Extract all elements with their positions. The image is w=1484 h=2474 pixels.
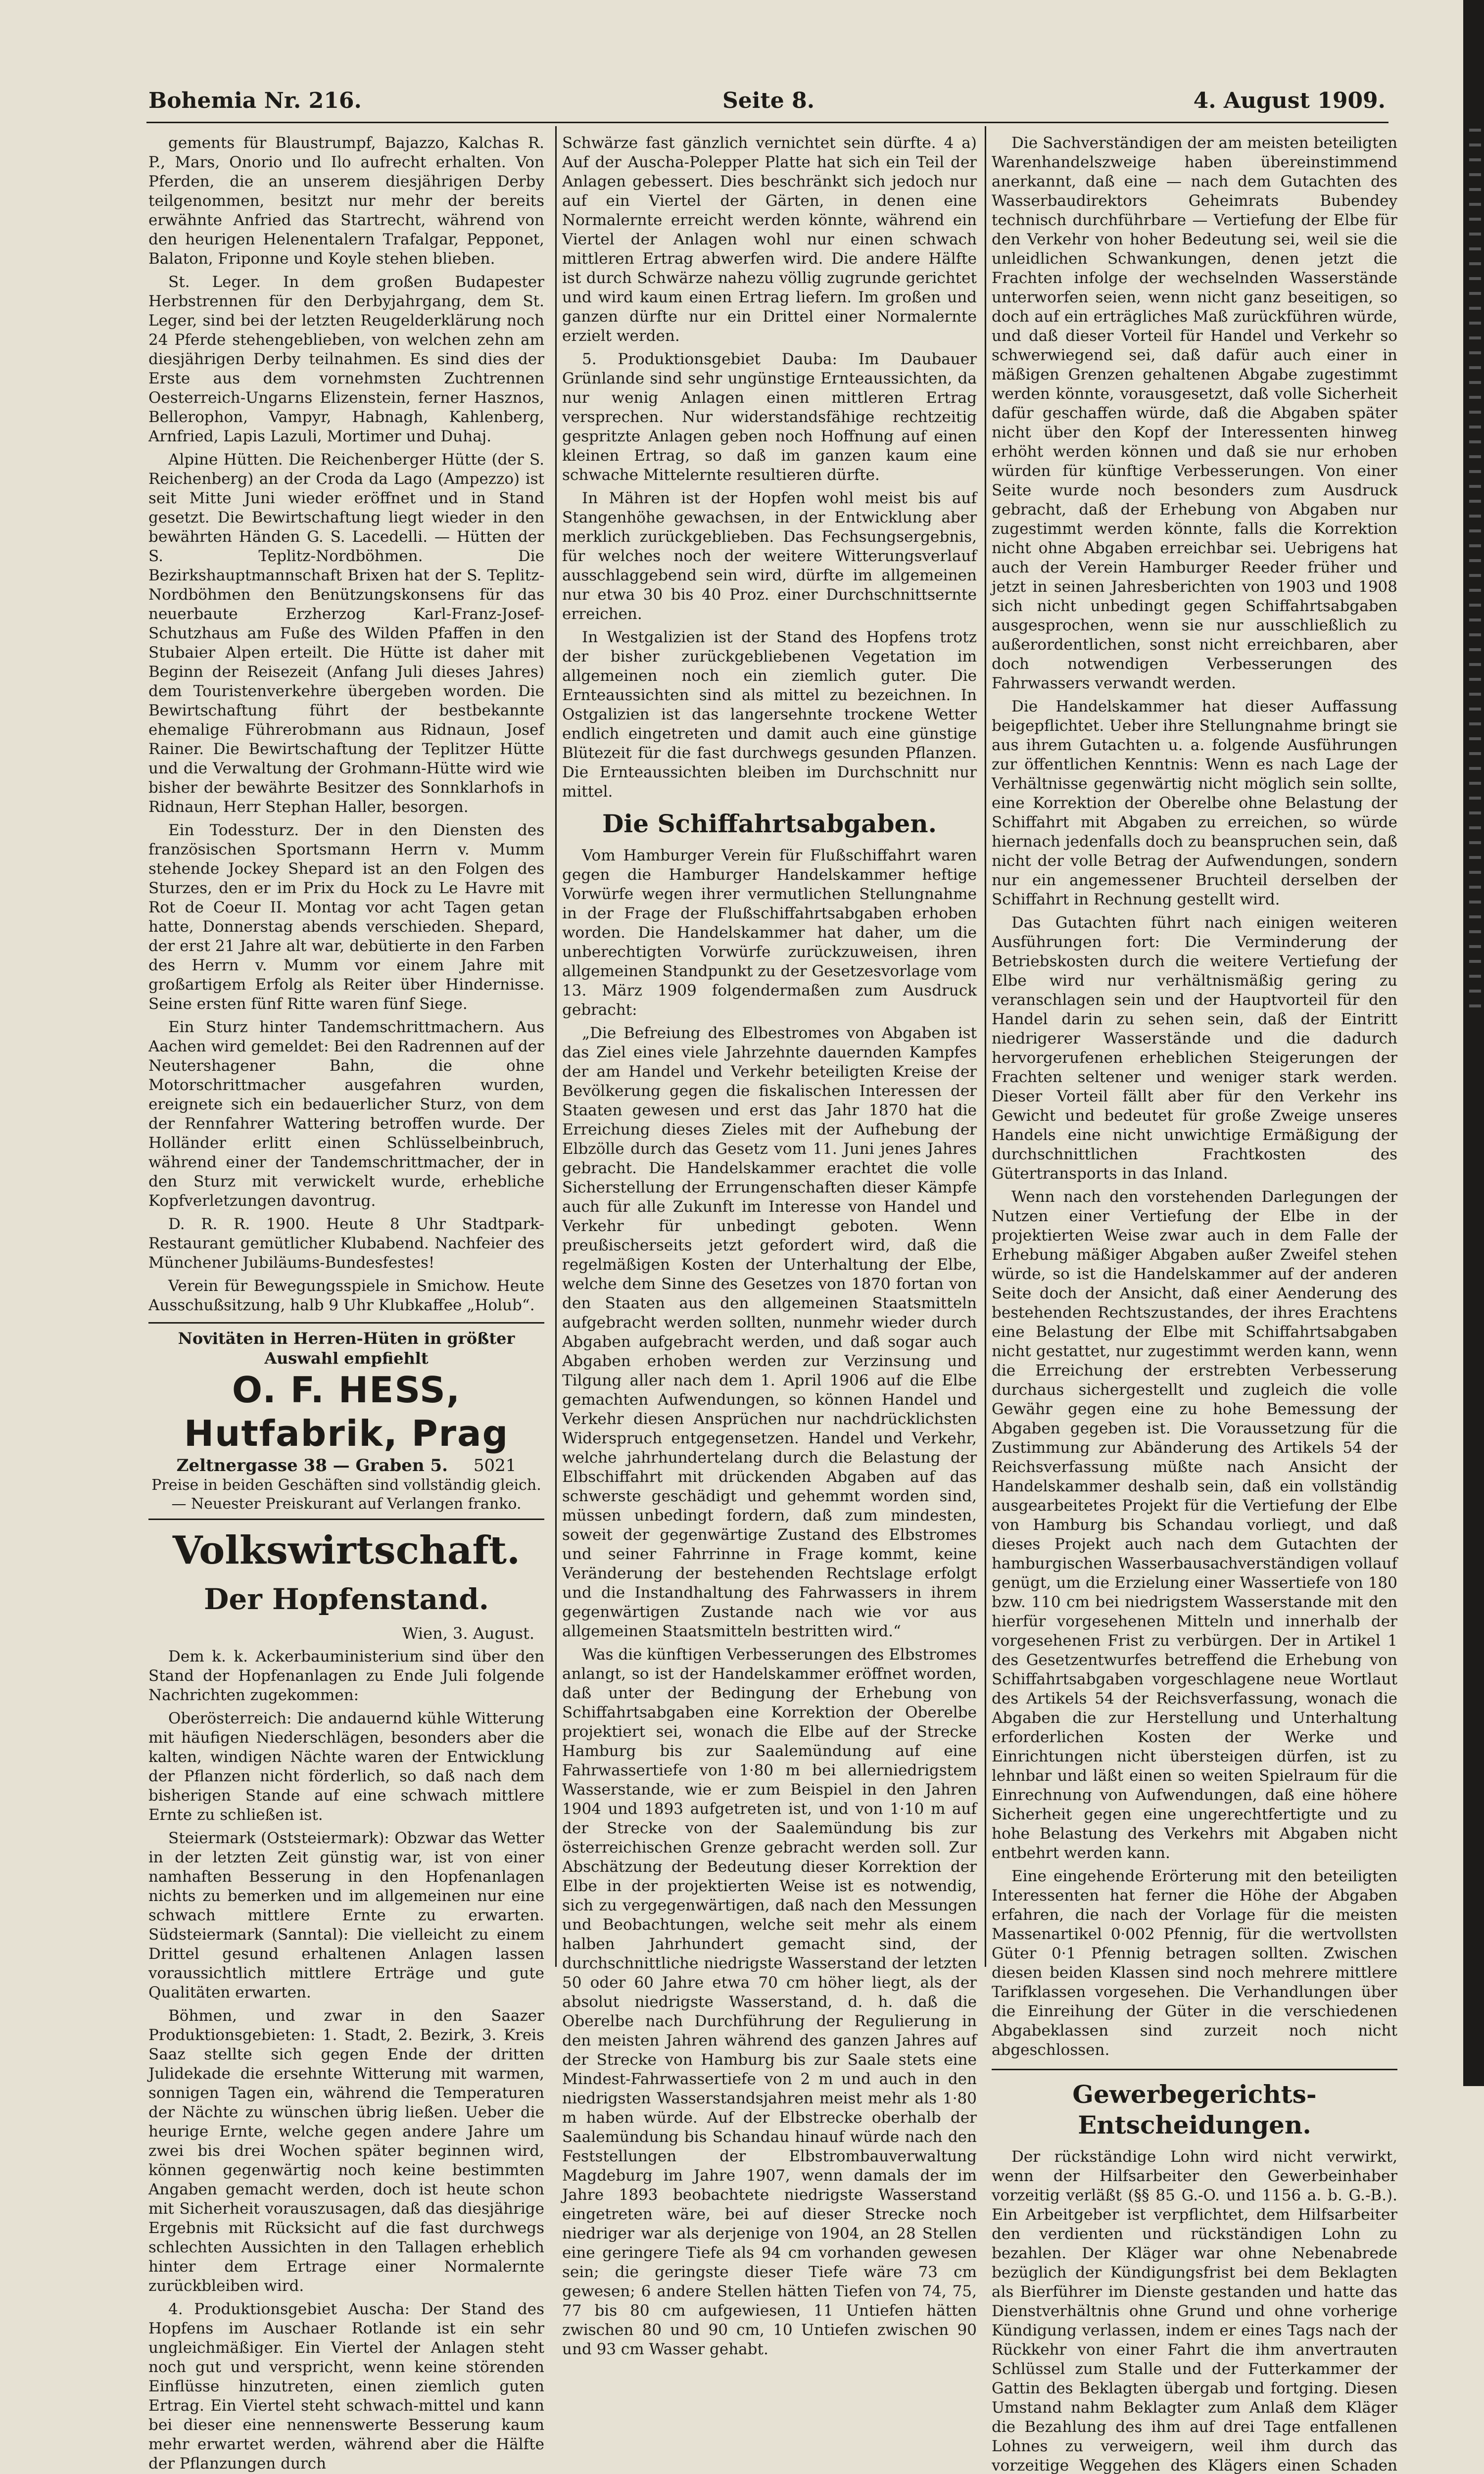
- paragraph: In Westgalizien ist der Stand des Hopfens trotz der bisher zurückgebliebenen Vegetation im allgemeinen noch ein ziemlich guter. Die Ernteaussichten sind als mittel zu bezeichnen. In Ostgalizien ist das langersehnte trockene Wetter endlich eingetreten und damit auch eine günstige Blütezeit für die fast durchwegs gesunden Pflanzen. Die Ernteaussichten bleiben im Durchschnitt nur mittel.: [562, 628, 977, 801]
- paragraph: Das Gutachten führt nach einigen weiteren Ausführungen fort: Die Verminderung der Betriebskosten durch die weitere Vertiefung der Elbe wird nur verhältnismäßig gering zu veranschlagen sein und der Hauptvorteil für den Handel darin zu sehen sein, daß der Eintritt niedrigerer Wasserstände und die dadurch hervorgerufenen erheblichen Steigerungen der Frachten seltener und weniger stark werden. Dieser Vorteil fällt aber für den Verkehr ins Gewicht und bedeutet für große Zweige unseres Handels eine nicht unwichtige Ermäßigung der durchschnittlichen Frachtkosten des Gütertransports in das Inland.: [992, 914, 1397, 1183]
- column-rule-1: [555, 126, 557, 1967]
- paragraph: „Die Befreiung des Elbestromes von Abgaben ist das Ziel eines viele Jahrzehnte dauernden Kampfes der am Handel und Verkehr beteiligten Kreise der Bevölkerung gegen die fiskalischen Interessen der Staaten gewesen und erst das Jahr 1870 hat die Erreichung dieses Zieles mit der Aufhebung der Elbzölle durch das Gesetz vom 11. Juni jenes Jahres gebracht. Die Handelskammer erachtet die volle Sicherstellung der Errungenschaften dieser Kämpfe auch für alle Zukunft im Interesse von Handel und Verkehr für unbedingt geboten. Wenn preußischerseits jetzt gefordert wird, daß die regelmäßigen Kosten der Unterhaltung der Elbe, welche dem Sinne des Gesetzes von 1870 fortan von den Staaten aus den allgemeinen Staatsmitteln aufgebracht werden sollten, nunmehr wieder durch Abgaben aufgebracht werden, und daß sogar auch Abgaben erhoben werden zur Verzinsung und Tilgung aller nach dem 1. April 1906 auf die Elbe gemachten Aufwendungen, so können Handel und Verkehr diesen Ansprüchen nur nachdrücklichsten Widerspruch entgegensetzen. Handel und Verkehr, welche jahrhundertelang durch die Belastung der Elbschiffahrt mit drückenden Abgaben auf das schwerste geschädigt und gehemmt worden sind, müssen unbedingt fordern, daß zum mindesten, soweit der gegenwärtige Zustand des Elbstromes und seiner Fahrrinne in Frage kommt, keine Veränderung der bestehenden Rechtslage erfolgt und die Instandhaltung des Fahrwassers in ihrem gegenwärtigen Zustande nach wie vor aus allgemeinen Staatsmitteln bestritten wird.“: [562, 1024, 977, 1640]
- ad-address-text: Zeltnergasse 38 — Graben 5.: [176, 1456, 448, 1475]
- section-title: Volkswirtschaft.: [172, 1528, 521, 1573]
- paragraph: Der rückständige Lohn wird nicht verwirkt, wenn der Hilfsarbeiter den Gewerbeinhaber vorzeitig verläßt (§§ 85 G.-O. und 1156 a. b. G.-B.). Ein Arbeitgeber ist verpflichtet, dem Hilfsarbeiter den verdienten und rückständigen Lohn zu bezahlen. Der Kläger war ohne Nebenabrede bezüglich der Kündigungsfrist bei dem Beklagten als Bierführer im Dienste gestanden und hatte das Dienstverhältnis ohne Grund und ohne vorherige Kündigung verlassen, indem er eines Tags nach der Rückkehr von einer Fahrt die ihm anvertrauten Schlüssel zum Stalle und der Futterkammer der Gattin des Beklagten übergab und fortging. Diesen Umstand nahm Beklagter zum Anlaß dem Kläger die Bezahlung des ihm auf drei Tage entfallenen Lohnes zu verweigern, weil ihm durch das vorzeitige Weggehen des Klägers einen Schaden: [992, 2148, 1397, 2474]
- paragraph: Steiermark (Oststeiermark): Obzwar das Wetter in der letzten Zeit günstig war, ist von einer namhaften Besserung in den Hopfenanlagen nichts zu bemerken und im allgemeinen nur eine schwach mittlere Ernte zu erwarten. Südsteiermark (Sanntal): Die vielleicht zu einem Drittel gesund erhaltenen Anlagen lassen voraussichtlich mittlere Erträge und gute Qualitäten erwarten.: [148, 1829, 544, 2001]
- paragraph: Schwärze fast gänzlich vernichtet sein dürfte. 4 a) Auf der Auscha-Polepper Platte hat sich ein Teil der Anlagen gebessert. Dies beschränkt sich jedoch nur auf ein Viertel der Gärten, in denen eine Normalernte erreicht werden könnte, während ein Viertel der Anlagen wohl nur einen schwach mittleren Ertrag abwerfen wird. Die andere Hälfte ist durch Schwärze nahezu völlig zugrunde gerichtet und wird kaum einen Ertrag liefern. Im großen und ganzen dürfte nur ein Drittel einer Normalernte erzielt werden.: [562, 134, 977, 345]
- paragraph: Eine eingehende Erörterung mit den beteiligten Interessenten hat ferner die Höhe der Abgaben erfahren, die nach der Vorlage für die meisten Massenartikel 0·002 Pfennig, für die wertvollsten Güter 0·1 Pfennig betragen sollten. Zwischen diesen beiden Klassen sind noch mehrere mittlere Tarifklassen vorgesehen. Die Verhandlungen über die Einreihung der Güter in die verschiedenen Abgabeklassen sind zurzeit noch nicht abgeschlossen.: [992, 1867, 1397, 2059]
- paragraph: Ein Sturz hinter Tandemschrittmachern. Aus Aachen wird gemeldet: Bei den Radrennen auf der Neutershagener Bahn, die ohne Motorschrittmacher ausgefahren wurden, ereignete sich ein bedauerlicher Sturz, von dem der Rennfahrer Wattering betroffen wurde. Der Holländer erlitt einen Schlüsselbeinbruch, während einer der Tandemschrittmacher, der in den Sturz mit verwickelt wurde, erhebliche Kopfverletzungen davontrug.: [148, 1018, 544, 1210]
- paragraph: Die Sachverständigen der am meisten beteiligten Warenhandelszweige haben übereinstimmend anerkannt, daß eine — nach dem Gutachten des Wasserbaudirektors Geheimrats Bubendey technisch durchführbare — Vertiefung der Elbe für den Verkehr von hoher Bedeutung sei, weil sie die unleidlichen Schwankungen, denen jetzt die Frachten infolge der wechselnden Wasserstände unterworfen seien, wenn nicht ganz beseitigen, so doch auf ein erträgliches Maß zurückführen würde, und daß dieser Vorteil für Handel und Verkehr so schwerwiegend sei, daß dafür auch einer in mäßigen Grenzen gehaltenen Abgabe zugestimmt werden könnte, vorausgesetzt, daß volle Sicherheit dafür geschaffen würde, daß die Abgaben später nicht über den Kopf der Interessenten hinweg erhöht werden können und daß sie nur erhoben würden für künftige Verbesserungen. Von einer Seite wurde noch besonders zum Ausdruck gebracht, daß der Erhebung von Abgaben nur zugestimmt werden könnte, falls die Korrektion nicht ohne Abgaben erreichbar sei. Uebrigens hat auch der Verein Hamburger Reeder früher und jetzt in seinen Jahresberichten von 1903 und 1908 sich nicht unbedingt gegen Schiffahrtsabgaben ausgesprochen, wenn sie nur ausschließlich zu außerordentlichen, sonst nicht erreichbaren, aber doch notwendigen Verbesserungen des Fahrwassers verwandt werden.: [992, 134, 1397, 692]
- paragraph: Was die künftigen Verbesserungen des Elbstromes anlangt, so ist der Handelskammer eröffnet worden, daß unter der Bedingung der Erhebung von Schiffahrtsabgaben eine Korrektion der Oberelbe projektiert sei, wonach die Elbe auf der Strecke Hamburg bis zur Saalemündung auf eine Fahrwassertiefe von 1·80 m bei allerniedrigstem Wasserstande, wie er zum Beispiel in den Jahren 1904 und 1893 aufgetreten ist, und von 1·10 m auf der Strecke von der Saalemündung bis zur österreichischen Grenze gebracht werden soll. Zur Abschätzung der Bedeutung dieser Korrektion der Elbe in der projektierten Weise ist es notwendig, sich zu vergegenwärtigen, daß nach den Messungen und Beobachtungen, welche seit mehr als einem halben Jahrhundert gemacht sind, der durchschnittliche niedrigste Wasserstand der letzten 50 oder 60 Jahre etwa 70 cm höher liegt, als der absolut niedrigste Wasserstand, d. h. daß die Oberelbe nach Durchführung der Regulierung in den meisten Jahren während des ganzen Jahres auf der Strecke von Hamburg bis zur Saale stets eine Mindest-Fahrwassertiefe von 2 m und auch in den niedrigsten Wasserstandsjahren meist mehr als 1·80 m haben würde. Auf der Elbstrecke oberhalb der Saalemündung bis Schandau hinauf würde nach den Feststellungen der Elbstrombauverwaltung Magdeburg im Jahre 1907, wenn damals der im Jahre 1893 beobachtete niedrigste Wasserstand eingetreten wäre, bei auf dieser Strecke noch niedriger war als derjenige von 1904, an 28 Stellen eine geringere Tiefe als 94 cm vorhanden gewesen sein; die geringste dieser Tiefe wäre 73 cm gewesen; 6 andere Stellen hätten Tiefen von 74, 75, 77 bis 80 cm aufgewiesen, 11 Untiefen hätten zwischen 80 und 90 cm, 10 Untiefen zwischen 90 und 93 cm Wasser gehabt.: [562, 1646, 977, 2358]
- advertisement: [148, 1322, 544, 1520]
- paragraph: 5. Produktionsgebiet Dauba: Im Daubauer Grünlande sind sehr ungünstige Ernteaussichten, da nur wenig Anlagen einen mittleren Ertrag versprechen. Nur widerstandsfähige rechtzeitig gespritzte Anlagen geben noch Hoffnung auf einen kleinen Ertrag, so daß im ganzen kaum eine schwache Mittelernte resultieren dürfte.: [562, 350, 977, 484]
- ad-firm-name: O. F. HESS, Hutfabrik, Prag: [184, 1369, 509, 1454]
- page-edge: [1463, 0, 1484, 2086]
- paragraph: Vom Hamburger Verein für Flußschiffahrt waren gegen die Hamburger Handelskammer heftige Vorwürfe wegen ihrer vermutlichen Stellungnahme in der Frage der Flußschiffahrtsabgaben erhoben worden. Die Handelskammer hat daher, um die unberechtigten Vorwürfe zurückzuweisen, ihren allgemeinen Standpunkt zu der Gesetzesvorlage vom 13. März 1909 folgendermaßen zum Ausdruck gebracht:: [562, 847, 977, 1019]
- ad-reference: 5021: [473, 1456, 517, 1475]
- edge-strip: [1469, 129, 1481, 1019]
- paragraph: Verein für Bewegungsspiele in Smichow. Heute Ausschußsitzung, halb 9 Uhr Klubkaffee „Holub“.: [148, 1277, 544, 1314]
- page-header: [148, 88, 1386, 118]
- header-date: 4. August 1909.: [1193, 88, 1386, 113]
- column-3: [992, 134, 1397, 2474]
- ad-headline: Novitäten in Herren-Hüten in größter Auswahl empfiehlt: [178, 1329, 515, 1368]
- header-rule: [146, 122, 1388, 123]
- paragraph: Die Handelskammer hat dieser Auffassung beigepflichtet. Ueber ihre Stellungnahme bringt sie aus ihrem Gutachten u. a. folgende Ausführungen zur öffentlichen Kenntnis: Wenn es nach Lage der Verhältnisse gegenwärtig nicht möglich sein sollte, eine Korrektion der Oberelbe ohne Belastung der Schiffahrt mit Abgaben zu erreichen, so würde hiernach jedenfalls doch zu beanspruchen sein, daß nicht der volle Betrag der Aufwendungen, sondern nur ein angemessener Bruchteil derselben der Schiffahrt in Rechnung gestellt wird.: [992, 698, 1397, 908]
- paragraph: Dem k. k. Ackerbauministerium sind über den Stand der Hopfenanlagen zu Ende Juli folgende Nachrichten zugekommen:: [148, 1648, 544, 1704]
- paragraph: D. R. R. 1900. Heute 8 Uhr Stadtpark-Restaurant gemütlicher Klubabend. Nachfeier des Münchener Jubiläums-Bundesfestes!: [148, 1215, 544, 1272]
- dateline: Wien, 3. August.: [402, 1624, 534, 1643]
- paragraph: 4. Produktionsgebiet Auscha: Der Stand des Hopfens im Auschaer Rotlande ist ein sehr ungleichmäßiger. Ein Viertel der Anlagen steht noch gut und verspricht, wenn keine störenden Einflüsse hinzutreten, einen ziemlich guten Ertrag. Ein Viertel steht schwach-mittel und kann bei dieser eine nennenswerte Besserung kaum mehr erwartet werden, während aber die Hälfte der Pflanzungen durch: [148, 2300, 544, 2473]
- header-newspaper: Bohemia Nr. 216.: [148, 88, 362, 113]
- paragraph: Alpine Hütten. Die Reichenberger Hütte (der S. Reichenberg) an der Croda da Lago (Ampezzo) ist seit Mitte Juni wieder eröffnet und in Stand gesetzt. Die Bewirtschaftung liegt wieder in den bewährten Händen G. S. Lacedelli. — Hütten der S. Teplitz-Nordböhmen. Die Bezirkshauptmannschaft Brixen hat der S. Teplitz-Nordböhmen den Benützungskonsens für das neuerbaute Erzherzog Karl-Franz-Josef-Schutzhaus am Fuße des Wilden Pfaffen in den Stubaier Alpen erteilt. Die Hütte ist daher mit Beginn der Reisezeit (Anfang Juli dieses Jahres) dem Touristenverkehre übergeben worden. Die Bewirtschaftung führt der bestbekannte ehemalige Führerobmann aus Ridnaun, Josef Rainer. Die Bewirtschaftung der Teplitzer Hütte und die Verwaltung der Grohmann-Hütte wird wie bisher der bewährte Besitzer des Sonnklarhofs in Ridnaun, Herr Stephan Haller, besorgen.: [148, 451, 544, 816]
- paragraph: Böhmen, und zwar in den Saazer Produktionsgebieten: 1. Stadt, 2. Bezirk, 3. Kreis Saaz stellte sich gegen Ende der dritten Julidekade die ersehnte Witterung mit warmen, sonnigen Tagen ein, während die Temperaturen der Nächte zu wünschen übrig ließen. Ueber die heurige Ernte, welche gegen andere Jahre um zwei bis drei Wochen später beginnen wird, können gegenwärtig noch keine bestimmten Angaben gemacht werden, doch ist heute schon mit Sicherheit vorauszusagen, daß das diesjährige Ergebnis mit Rücksicht auf die fast durchwegs schlechten Aussichten in den Tallagen erheblich hinter dem Ertrage einer Normalernte zurückbleiben wird.: [148, 2007, 544, 2295]
- paragraph: Ein Todessturz. Der in den Diensten des französischen Sportsmann Herrn v. Mumm stehende Jockey Shepard ist an den Folgen des Sturzes, den er im Prix du Hock zu Le Havre mit Rot de Coeur II. Montag vor acht Tagen getan hatte, Donnerstag abends verschieden. Shepard, der erst 21 Jahre alt war, debütierte in den Farben des Herrn v. Mumm vor einem Jahre mit großartigem Erfolg als Reiter über Hindernisse. Seine ersten fünf Ritte waren fünf Siege.: [148, 821, 544, 1013]
- paragraph: gements für Blaustrumpf, Bajazzo, Kalchas R. P., Mars, Onorio und Ilo aufrecht erhalten. Von Pferden, die an unserem diesjährigen Derby teilgenommen, besitzt nur mehr der bereits erwähnte Anfried das Startrecht, während von den heurigen Helenentalern Trafalgar, Pepponet, Balaton, Friponne und Koyle stehen blieben.: [148, 134, 544, 268]
- paragraph: St. Leger. In dem großen Budapester Herbstrennen für den Derbyjahrgang, dem St. Leger, sind bei der letzten Reugelderklärung noch 24 Pferde stehengeblieben, von welchen zehn am diesjährigen Derby teilnahmen. Es sind dies der Erste aus dem vornehmsten Zuchtrennen Oesterreich-Ungarns Elizenstein, ferner Hasznos, Bellerophon, Vampyr, Habnagh, Kahlenberg, Arnfried, Lapis Lazuli, Mortimer und Duhaj.: [148, 273, 544, 445]
- article-title: Gewerbegerichts-Entscheidungen.: [1072, 2080, 1317, 2140]
- column-2: [562, 134, 977, 2358]
- header-page-number: Seite 8.: [722, 88, 815, 113]
- ad-footer: Preise in beiden Geschäften sind vollständig gleich. — Neuester Preiskurant auf Verlangen franko.: [151, 1476, 541, 1513]
- paragraph: Oberösterreich: Die andauernd kühle Witterung mit häufigen Niederschlägen, besonders aber die kalten, windigen Nächte waren der Entwicklung der Pflanzen nicht förderlich, so daß nach dem bisherigen Stande auf eine schwach mittlere Ernte zu schließen ist.: [148, 1710, 544, 1824]
- paragraph: Wenn nach den vorstehenden Darlegungen der Nutzen einer Vertiefung der Elbe in der projektierten Weise zwar auch in dem Falle der Erhebung mäßiger Abgaben außer Zweifel stehen würde, so ist die Handelskammer auf der anderen Seite doch der Ansicht, daß einer Aenderung des bestehenden Rechtszustandes, der ihres Erachtens eine Belastung der Elbe mit Schiffahrtsabgaben nicht gestattet, nur zugestimmt werden kann, wenn die Erreichung der erstrebten Verbesserung durchaus sichergestellt und zugleich die volle Gewähr gegen eine zu hohe Bemessung der Abgaben gegeben ist. Die Voraussetzung für die Zustimmung zur Abänderung des Artikels 54 der Reichsverfassung müßte nach Ansicht der Handelskammer deshalb sein, daß ein vollständig ausgearbeitetes Projekt für die Vertiefung der Elbe von Hamburg bis Schandau vorliegt, und daß dieses Projekt auch nach dem Gutachten der hamburgischen Wasserbausachverständigen vollauf genügt, um die Erzielung einer Wassertiefe von 180 bzw. 110 cm bei niedrigstem Wasserstande mit den hierfür vorgesehenen Mitteln und innerhalb der vorgesehenen Frist zu verbürgen. Der in Artikel 1 des Gesetzentwurfes betreffend die Erhebung von Schiffahrtsabgaben vorgeschlagene neue Wortlaut des Artikels 54 der Reichsverfassung, wonach die Abgaben die zur Herstellung und Unterhaltung erforderlichen Kosten der Werke und Einrichtungen nicht übersteigen dürfen, ist zu lehnbar und läßt einen so weiten Spielraum für die Einrechnung von Aufwendungen, daß eine höhere Sicherheit gegen eine ungerechtfertigte und zu hohe Belastung des Verkehrs mit Abgaben nicht entbehrt werden kann.: [992, 1188, 1397, 1862]
- article-title: Die Schiffahrtsabgaben.: [602, 809, 937, 838]
- paragraph: In Mähren ist der Hopfen wohl meist bis auf Stangenhöhe gewachsen, in der Entwicklung aber merklich zurückgeblieben. Das Fechsungsergebnis, für welches noch der weitere Witterungsverlauf ausschlaggebend sein wird, dürfte im allgemeinen nur etwa 30 bis 40 Proz. einer Durchschnittsernte erreichen.: [562, 489, 977, 623]
- section-divider: [992, 2069, 1397, 2070]
- article-title: Der Hopfenstand.: [204, 1582, 489, 1616]
- column-rule-2: [985, 126, 986, 1967]
- ad-address: [150, 1455, 542, 1476]
- column-1: [148, 134, 544, 2473]
